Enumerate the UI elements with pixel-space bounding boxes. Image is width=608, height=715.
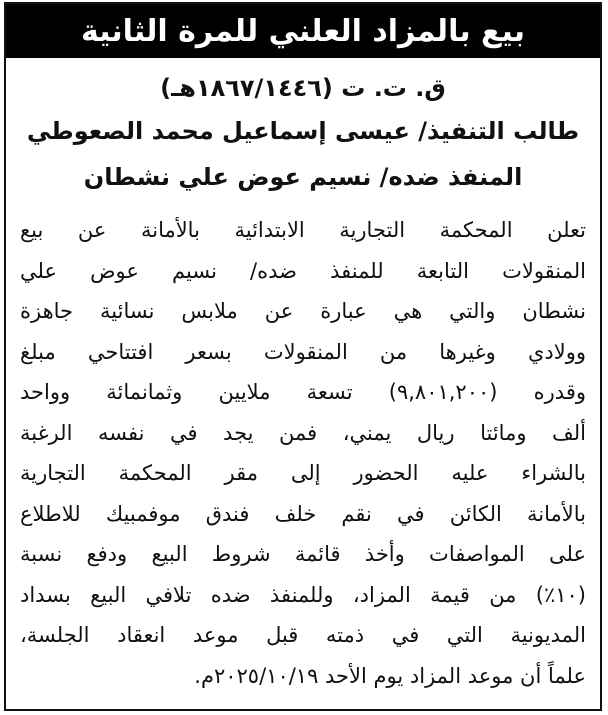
body-line: على المواصفات وأخذ قائمة شروط البيع ودفع نسبة (20, 542, 586, 566)
announcement-title: بيع بالمزاد العلني للمرة الثانية (6, 4, 600, 58)
body-line: نشطان والتي هي عبارة عن ملابس نسائية جاهزة (20, 299, 586, 323)
body-line: المنقولات التابعة للمنفذ ضده/ نسيم عوض علي (20, 258, 586, 283)
announcement-body (20, 210, 586, 696)
body-line: (١٠٪) من قيمة المزاد، وللمنفذ ضده تلافي البيع بسداد (20, 582, 586, 607)
body-line: ألف ومائتا ريال يمني، فمن يجد في نفسه الرغبة (20, 420, 586, 445)
body-line: بالأمانة الكائن في نقم خلف فندق موفمبيك للاطلاع (20, 501, 586, 526)
respondent-line: المنفذ ضده/ نسيم عوض علي نشطان (83, 163, 523, 191)
body-line: المديونية التي في ذمته قبل موعد انعقاد الجلسة، (20, 623, 586, 647)
body-line: تعلن المحكمة التجارية الابتدائية بالأمانة عن بيع (20, 218, 586, 242)
announcement-frame (4, 2, 602, 711)
body-line: علماً أن موعد المزاد يوم الأحد ٢٠٢٥/١٠/١٩م. (194, 663, 586, 688)
body-line: وولادي وغيرها من المنقولات بسعر افتتاحي مبلغ (20, 339, 586, 364)
case-number: ق. ت. ت (١٨٦٧/١٤٤٦هـ) (160, 74, 446, 102)
case-header (6, 68, 600, 200)
body-line: وقدره (٩,٨٠١,٢٠٠) تسعة ملايين وثمانمائة وواحد (20, 380, 586, 404)
applicant-line: طالب التنفيذ/ عيسى إسماعيل محمد الصعوطي (26, 117, 580, 145)
body-line: بالشراء عليه الحضور إلى مقر المحكمة التجارية (20, 461, 586, 485)
